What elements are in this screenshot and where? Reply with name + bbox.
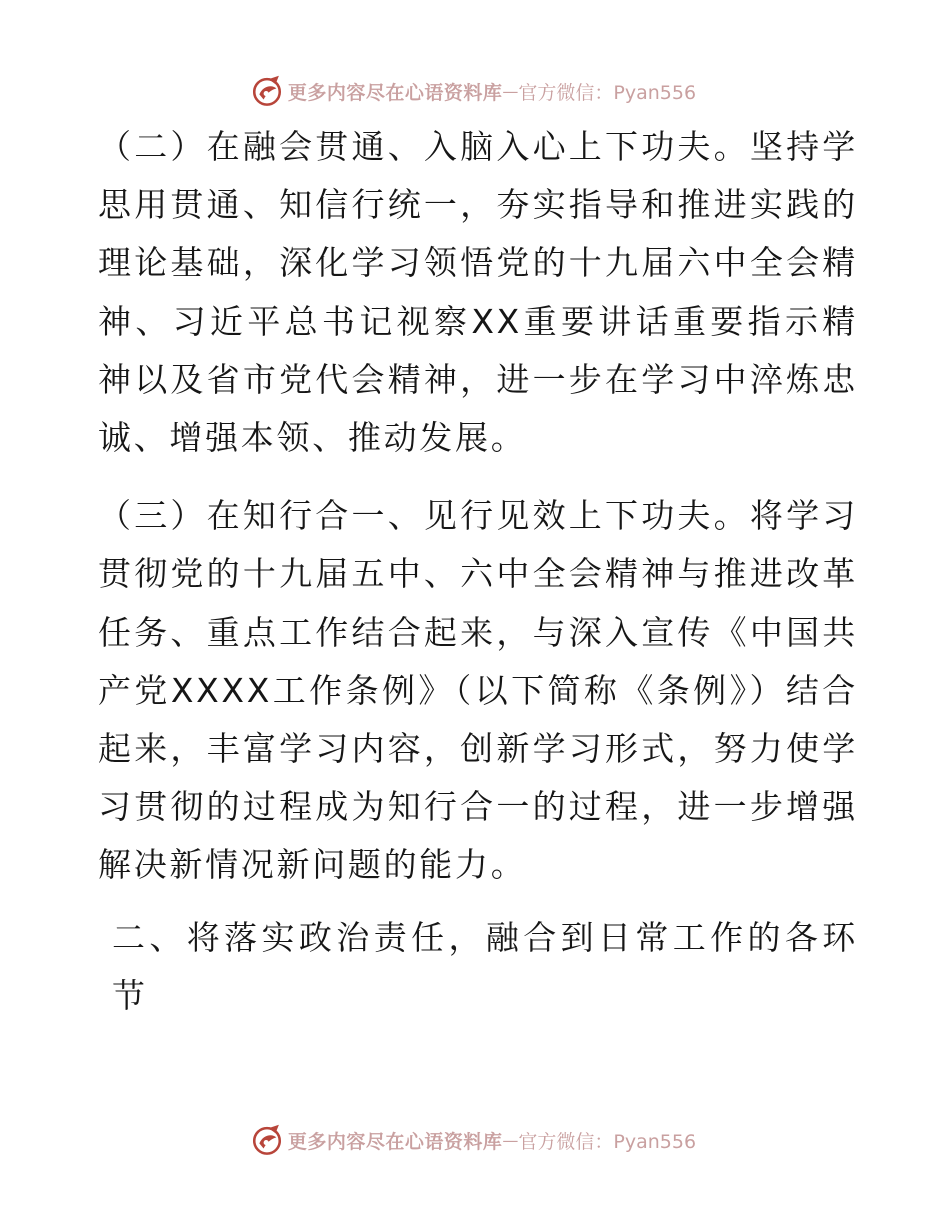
watermark-dash: — <box>502 81 519 101</box>
section-heading: 二、将落实政治责任，融合到日常工作的各环节 <box>112 917 858 1015</box>
brand-logo-icon <box>250 74 284 108</box>
watermark-contact: 官方微信：Pyan556 <box>518 81 697 104</box>
paragraph-section-2: （二）在融会贯通、入脑入心上下功夫。坚持学思用贯通、知信行统一，夯实指导和推进实践的理论基础，深化学习领悟党的十九届六中全会精神、习近平总书记视察XX重要讲话重要指示精神以及省市党代会精神，进一步在学习中淬炼忠诚、增强本领、推动发展。 <box>98 127 858 458</box>
watermark-dash: — <box>502 1130 519 1150</box>
footer-watermark <box>0 1120 950 1160</box>
brand-logo-icon <box>250 1123 284 1157</box>
header-watermark <box>0 71 950 111</box>
paragraph-section-3: （三）在知行合一、见行见效上下功夫。将学习贯彻党的十九届五中、六中全会精神与推进改革任务、重点工作结合起来，与深入宣传《中国共产党XXXX工作条例》（以下简称《条例》）结合起来，丰富学习内容，创新学习形式，努力使学习贯彻的过程成为知行合一的过程，进一步增强解决新情况新问题的能力。 <box>98 496 858 885</box>
watermark-contact: 官方微信：Pyan556 <box>518 1130 697 1153</box>
watermark-text: 更多内容尽在心语资料库 <box>287 81 503 104</box>
document-body <box>98 118 858 1025</box>
watermark-text: 更多内容尽在心语资料库 <box>287 1130 503 1153</box>
